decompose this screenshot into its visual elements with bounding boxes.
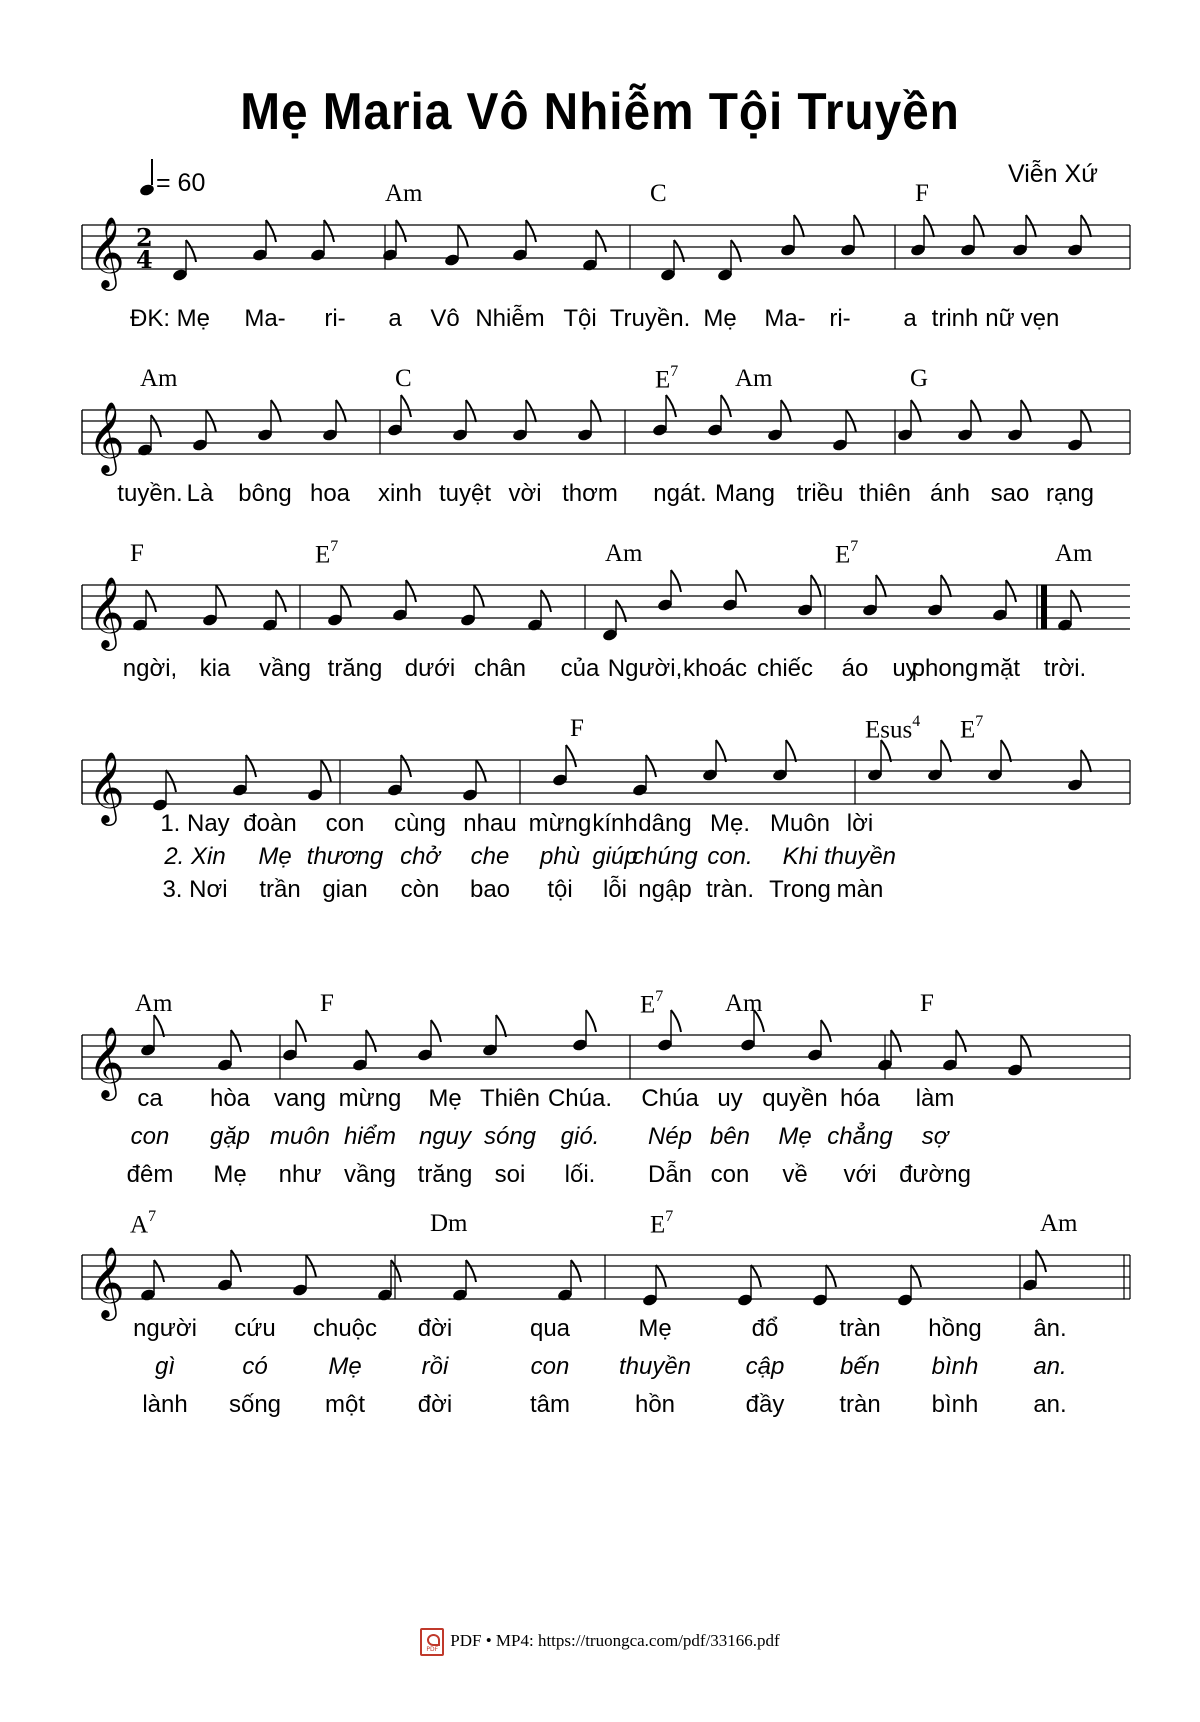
lyric-syllable: hòa xyxy=(209,1085,251,1112)
note xyxy=(812,1265,836,1307)
chord-symbol xyxy=(915,180,929,208)
chord-name: Esus xyxy=(865,716,913,744)
lyric-syllable: lối. xyxy=(564,1161,596,1188)
note xyxy=(927,740,951,782)
lyric-syllable: vời xyxy=(508,480,542,507)
chord-extension: 7 xyxy=(655,988,664,1005)
note xyxy=(717,240,741,282)
lyric-syllable: thiên xyxy=(858,480,912,507)
lyric-syllable: dưới xyxy=(404,655,456,682)
lyric-syllable: chẳng xyxy=(827,1123,893,1150)
note xyxy=(877,1030,901,1072)
lyric-syllable: như xyxy=(278,1161,322,1188)
chord-name: Dm xyxy=(430,1210,468,1237)
staff xyxy=(0,545,1200,655)
lyric-syllable: cập xyxy=(745,1353,785,1380)
note xyxy=(1067,410,1091,452)
lyric-syllable: tuyền. xyxy=(117,480,183,507)
staff-system xyxy=(0,988,1200,1195)
final-barline xyxy=(1041,585,1047,629)
lyric-syllable: tội xyxy=(547,876,573,903)
chord-symbol xyxy=(725,990,763,1018)
lyric-syllable: uy xyxy=(717,1085,743,1112)
lyric-syllable: một xyxy=(324,1391,366,1418)
lyric-syllable: Người, xyxy=(607,655,683,682)
note xyxy=(192,410,216,452)
note xyxy=(217,1030,241,1072)
chord-name: E xyxy=(650,1211,666,1239)
lyric-syllable: hoa xyxy=(309,480,351,507)
lyric-syllable: trinh xyxy=(931,305,979,332)
lyric-syllable: Mẹ. xyxy=(709,810,751,837)
lyric-syllable: cùng xyxy=(393,810,447,837)
chord-symbol xyxy=(315,540,338,569)
lyric-syllable: con xyxy=(530,1353,570,1380)
chord-name: E xyxy=(960,716,976,744)
chord-symbol xyxy=(865,715,920,744)
lyric-syllable: gian xyxy=(322,876,368,903)
treble-clef-icon: 𝄞 xyxy=(88,1025,125,1098)
lyric-syllable: Ma- xyxy=(244,305,286,332)
chord-symbol xyxy=(430,1210,468,1238)
lyric-syllable: Tội xyxy=(563,305,597,332)
lyric-syllable: rạng xyxy=(1045,480,1095,507)
chord-name: E xyxy=(655,366,671,394)
lyric-syllable: phong xyxy=(911,655,979,682)
lyric-syllable: 2. Xin xyxy=(164,843,226,870)
chord-name: E xyxy=(315,541,331,569)
chord-name: G xyxy=(910,365,929,392)
staff-system xyxy=(0,363,1200,570)
lyric-syllable: sao xyxy=(990,480,1030,507)
note xyxy=(707,395,731,437)
lyric-syllable: vầng xyxy=(343,1161,397,1188)
chord-symbol xyxy=(650,1210,673,1239)
note xyxy=(417,1020,441,1062)
note xyxy=(832,410,856,452)
lyric-syllable: chúng xyxy=(632,843,698,870)
lyric-syllable: Mẹ xyxy=(703,305,737,332)
note xyxy=(657,570,681,612)
note xyxy=(217,1250,241,1292)
note xyxy=(987,740,1011,782)
chord-name: F xyxy=(915,180,929,207)
note xyxy=(460,585,484,627)
chord-symbol xyxy=(130,540,144,568)
lyric-syllable: Truyền. xyxy=(609,305,691,332)
lyric-syllable: hồng xyxy=(928,1315,982,1342)
note xyxy=(897,1265,921,1307)
note xyxy=(722,570,746,612)
note xyxy=(702,740,726,782)
lyric-syllable: Mẹ xyxy=(213,1161,247,1188)
lyric-syllable: ri- xyxy=(324,305,346,332)
chord-symbol xyxy=(650,180,667,208)
lyric-syllable: Trong xyxy=(769,876,831,903)
lyric-syllable: dâng xyxy=(638,810,692,837)
lyric-syllable: con. xyxy=(707,843,753,870)
lyric-syllable: gì xyxy=(154,1353,176,1380)
chord-name: Am xyxy=(140,365,178,392)
lyric-syllable: bình xyxy=(931,1353,979,1380)
lyric-syllable: áo xyxy=(841,655,869,682)
lyric-syllable: 3. Nơi xyxy=(162,876,228,903)
note xyxy=(292,1255,316,1297)
lyric-syllable: Chúa. xyxy=(547,1085,613,1112)
chord-extension: 7 xyxy=(148,1208,157,1225)
chord-name: C xyxy=(650,180,667,207)
lyric-syllable: thuyền xyxy=(823,843,897,870)
lyric-syllable: Là xyxy=(186,480,214,507)
chord-name: Am xyxy=(385,180,423,207)
lyric-syllable: tuyệt xyxy=(438,480,492,507)
chord-symbol xyxy=(960,715,983,744)
note xyxy=(737,1265,761,1307)
lyric-syllable: Ma- xyxy=(764,305,806,332)
note xyxy=(352,1030,376,1072)
note xyxy=(632,755,656,797)
chord-name: Am xyxy=(1040,1210,1078,1237)
lyric-syllable: lỗi xyxy=(602,876,628,903)
chord-extension: 7 xyxy=(975,713,984,730)
lyric-syllable: chuộc xyxy=(312,1315,378,1342)
note xyxy=(387,755,411,797)
note xyxy=(444,225,468,267)
lyric-syllable: quyền xyxy=(762,1085,828,1112)
treble-clef-icon: 𝄞 xyxy=(88,215,125,288)
lyric-syllable: lành xyxy=(142,1391,188,1418)
lyric-syllable: tràn. xyxy=(705,876,755,903)
note xyxy=(807,1020,831,1062)
lyric-syllable: thơm xyxy=(562,480,618,507)
note xyxy=(1007,1035,1031,1077)
lyric-syllable: bến xyxy=(839,1353,881,1380)
note xyxy=(652,395,676,437)
lyric-syllable: ngời, xyxy=(122,655,178,682)
treble-clef-icon: 𝄞 xyxy=(88,1245,125,1318)
lyric-syllable: thương xyxy=(306,843,384,870)
chord-name: Am xyxy=(135,990,173,1017)
lyric-syllable: bình xyxy=(931,1391,979,1418)
chord-symbol xyxy=(835,540,858,569)
lyric-syllable: chở xyxy=(400,843,440,870)
treble-clef-icon: 𝄞 xyxy=(88,400,125,473)
note xyxy=(1022,1250,1046,1292)
note xyxy=(942,1030,966,1072)
lyric-syllable: hồn xyxy=(634,1391,676,1418)
lyric-syllable: thuyền xyxy=(618,1353,692,1380)
lyric-syllable: nữ xyxy=(985,305,1015,332)
note xyxy=(602,600,626,642)
note xyxy=(642,1265,666,1307)
chord-name: Am xyxy=(725,990,763,1017)
lyric-syllable: tâm xyxy=(529,1391,571,1418)
staff xyxy=(0,370,1200,480)
lyric-syllable: Chúa xyxy=(641,1085,699,1112)
chord-extension: 7 xyxy=(330,538,339,555)
lyric-syllable: con xyxy=(710,1161,750,1188)
lyric-syllable: an. xyxy=(1033,1391,1067,1418)
lyric-syllable: có xyxy=(242,1353,268,1380)
lyric-syllable: triều xyxy=(796,480,844,507)
page-title: Mẹ Maria Vô Nhiễm Tội Truyền xyxy=(240,83,960,141)
note xyxy=(512,220,536,262)
lyric-syllable: xinh xyxy=(377,480,423,507)
lyric-syllable: giúp xyxy=(592,843,638,870)
lyric-syllable: mặt xyxy=(979,655,1021,682)
lyric-syllable: bông xyxy=(238,480,292,507)
note xyxy=(252,220,276,262)
chord-symbol xyxy=(570,715,584,743)
lyric-syllable: gặp xyxy=(209,1123,251,1150)
lyric-syllable: khoác xyxy=(682,655,748,682)
lyric-syllable: sóng xyxy=(483,1123,537,1150)
chord-symbol xyxy=(130,1210,156,1239)
lyric-syllable: làm xyxy=(915,1085,955,1112)
chord-symbol xyxy=(135,990,173,1018)
lyric-syllable: ri- xyxy=(829,305,851,332)
note xyxy=(392,580,416,622)
lyric-syllable: rồi xyxy=(421,1353,449,1380)
note xyxy=(172,240,196,282)
chord-name: C xyxy=(395,365,412,392)
lyric-syllable: an. xyxy=(1033,1353,1067,1380)
chord-symbol xyxy=(320,990,334,1018)
note xyxy=(462,760,486,802)
lyric-syllable: a xyxy=(903,305,917,332)
note xyxy=(482,1015,506,1057)
note xyxy=(310,220,334,262)
lyric-syllable: chân xyxy=(473,655,527,682)
staff-system xyxy=(0,713,1200,920)
lyric-syllable: cứu xyxy=(234,1315,276,1342)
lyric-syllable: Nép xyxy=(647,1123,693,1150)
note xyxy=(140,1015,164,1057)
time-signature-bottom: 4 xyxy=(136,245,153,274)
composer: Viễn Xứ xyxy=(1008,160,1098,188)
note xyxy=(307,760,331,802)
lyric-syllable: đời xyxy=(417,1391,453,1418)
chord-symbol xyxy=(655,365,678,394)
lyric-syllable: đổ xyxy=(751,1315,779,1342)
lyric-syllable: tràn xyxy=(839,1391,881,1418)
chord-name: E xyxy=(835,541,851,569)
staff-system xyxy=(0,1208,1200,1418)
treble-clef-icon: 𝄞 xyxy=(88,575,125,648)
lyric-syllable: còn xyxy=(400,876,440,903)
chord-name: Am xyxy=(1055,540,1093,567)
lyric-syllable: phù xyxy=(539,843,581,870)
chord-symbol xyxy=(605,540,643,568)
note xyxy=(552,745,576,787)
footer[interactable] xyxy=(0,1628,1200,1656)
note xyxy=(867,740,891,782)
lyric-syllable: Mẹ xyxy=(638,1315,672,1342)
chord-name: A xyxy=(130,1211,149,1239)
time-signature-top: 2 xyxy=(136,223,153,252)
lyric-syllable: đoàn xyxy=(243,810,297,837)
lyric-syllable: soi xyxy=(494,1161,526,1188)
lyric-syllable: Thiên xyxy=(479,1085,541,1112)
lyric-syllable: che xyxy=(470,843,510,870)
chord-symbol xyxy=(385,180,423,208)
lyric-syllable: đầy xyxy=(745,1391,785,1418)
lyric-syllable: sợ xyxy=(921,1123,949,1150)
lyric-syllable: trăng xyxy=(417,1161,473,1188)
lyric-syllable: Mẹ xyxy=(328,1353,362,1380)
lyric-syllable: muôn xyxy=(269,1123,331,1150)
chord-symbol xyxy=(735,365,773,393)
chord-symbol xyxy=(395,365,412,393)
lyric-syllable: con xyxy=(325,810,365,837)
note xyxy=(992,580,1016,622)
lyric-syllable: gió. xyxy=(560,1123,600,1150)
lyric-syllable: nguy xyxy=(418,1123,472,1150)
lyric-syllable: nhau xyxy=(463,810,517,837)
lyric-syllable: ánh xyxy=(929,480,971,507)
chord-extension: 7 xyxy=(670,363,679,380)
note xyxy=(282,1020,306,1062)
tempo-value: = 60 xyxy=(156,169,206,197)
pdf-icon xyxy=(420,1628,444,1656)
lyric-syllable: Nhiễm xyxy=(475,305,545,332)
note xyxy=(232,755,256,797)
chord-name: Am xyxy=(605,540,643,567)
lyric-syllable: sống xyxy=(228,1391,282,1418)
lyric-syllable: ngập xyxy=(638,876,692,903)
lyric-syllable: Vô xyxy=(430,305,460,332)
lyric-syllable: màn xyxy=(836,876,884,903)
lyric-syllable: uy xyxy=(892,655,918,682)
chord-name: F xyxy=(920,990,934,1017)
lyric-syllable: với xyxy=(843,1161,877,1188)
lyric-syllable: vẹn xyxy=(1020,305,1060,332)
note xyxy=(660,240,684,282)
chord-name: F xyxy=(570,715,584,742)
lyric-syllable: đường xyxy=(899,1161,971,1188)
chord-symbol xyxy=(920,990,934,1018)
lyric-syllable: trời. xyxy=(1043,655,1087,682)
lyric-syllable: mừng xyxy=(528,810,592,837)
chord-symbol xyxy=(140,365,178,393)
lyric-syllable: ĐK: Mẹ xyxy=(129,305,211,332)
note xyxy=(152,770,176,812)
lyric-syllable: chiếc xyxy=(756,655,814,682)
staff xyxy=(0,185,1200,295)
note xyxy=(387,395,411,437)
lyric-syllable: tràn xyxy=(839,1315,881,1342)
lyric-syllable: vang xyxy=(273,1085,327,1112)
lyric-syllable: đêm xyxy=(126,1161,174,1188)
lyric-syllable: về xyxy=(782,1161,808,1188)
note xyxy=(772,740,796,782)
lyric-syllable: a xyxy=(388,305,402,332)
lyric-syllable: Khi xyxy=(782,843,818,870)
chord-name: Am xyxy=(735,365,773,392)
lyric-syllable: lời xyxy=(846,810,874,837)
lyric-syllable: trần xyxy=(259,876,301,903)
lyric-syllable: hóa xyxy=(839,1085,881,1112)
lyric-syllable: bao xyxy=(469,876,511,903)
lyric-syllable: bên xyxy=(709,1123,751,1150)
treble-clef-icon: 𝄞 xyxy=(88,750,125,823)
lyric-syllable: Mẹ xyxy=(778,1123,812,1150)
chord-extension: 7 xyxy=(850,538,859,555)
note xyxy=(327,585,351,627)
lyric-syllable: qua xyxy=(529,1315,571,1342)
chord-extension: 4 xyxy=(912,713,921,730)
lyric-syllable: kia xyxy=(199,655,231,682)
lyric-syllable: kính xyxy=(592,810,638,837)
lyric-syllable: mừng xyxy=(338,1085,402,1112)
lyric-syllable: người xyxy=(133,1315,197,1342)
lyric-syllable: Muôn xyxy=(769,810,831,837)
lyric-syllable: Mẹ xyxy=(258,843,292,870)
footer-link[interactable]: PDF • MP4: https://truongca.com/pdf/33166.pdf xyxy=(450,1630,780,1650)
lyric-syllable: Mang xyxy=(714,480,776,507)
lyric-syllable: con xyxy=(130,1123,170,1150)
chord-symbol xyxy=(640,990,663,1019)
lyric-syllable: vầng xyxy=(258,655,312,682)
lyric-syllable: ca xyxy=(137,1085,163,1112)
staff-system xyxy=(0,538,1200,745)
chord-symbol xyxy=(910,365,928,393)
lyric-syllable: trăng xyxy=(327,655,383,682)
chord-extension: 7 xyxy=(665,1208,674,1225)
lyric-syllable: Dẫn xyxy=(647,1161,693,1188)
chord-name: F xyxy=(130,540,144,567)
staff xyxy=(0,1215,1200,1325)
lyric-syllable: ngát. xyxy=(653,480,707,507)
lyric-syllable: ân. xyxy=(1033,1315,1067,1342)
lyric-syllable: hiểm xyxy=(343,1123,397,1150)
note xyxy=(202,585,226,627)
chord-symbol xyxy=(1040,1210,1078,1238)
chord-name: E xyxy=(640,991,656,1019)
lyric-syllable: đời xyxy=(417,1315,453,1342)
chord-symbol xyxy=(1055,540,1093,568)
chord-name: F xyxy=(320,990,334,1017)
lyric-syllable: Mẹ xyxy=(428,1085,462,1112)
lyric-syllable: 1. Nay xyxy=(160,810,230,837)
lyric-syllable: của xyxy=(560,655,600,682)
